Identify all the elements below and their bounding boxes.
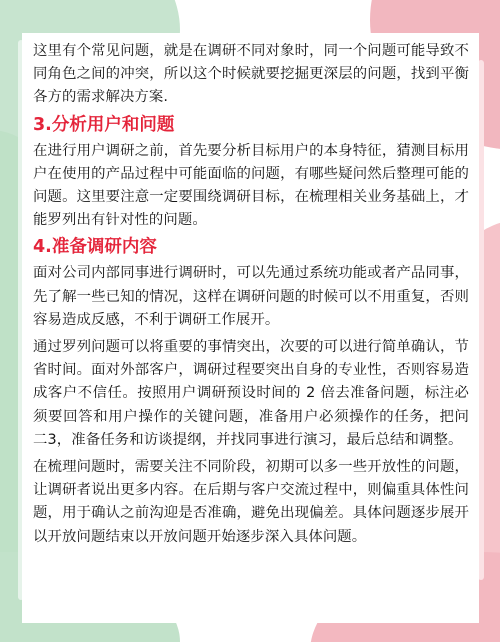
paragraph-prepare-1: 面对公司内部同事进行调研时，可以先通过系统功能或者产品同事，先了解一些已知的情况，这样在调研问题的时候可以不用重复，否则容易造成反感，不利于调研工作展开。 bbox=[33, 265, 469, 328]
section-heading-analyze-users: 3.分析用户和问题 bbox=[33, 114, 175, 135]
paragraph-prepare-2: 通过罗列问题可以将重要的事情突出，次要的可以进行简单确认，节省时间。面对外部客户，调研过程要突出自身的专业性，否则容易造成客户不信任。按照用户调研预设时间的 2 倍去准备问题，标注必须要回答和用户操作的关键问题，准备用户必须操作的任务，把问 二3，准备任务和访谈提纲，并找同事进行演习，最后总结和调整。 bbox=[33, 339, 469, 448]
article-card bbox=[22, 33, 479, 623]
paragraph-intro: 这里有个常见问题，就是在调研不同对象时，同一个问题可能导致不同角色之间的冲突，所以这个时候就要挖掘更深层的问题，找到平衡各方的需求解决方案. bbox=[33, 43, 469, 106]
paragraph-analyze-users: 在进行用户调研之前，首先要分析目标用户的本身特征，猜测目标用户在使用的产品过程中可能面临的问题，有哪些疑问然后整理可能的问题。这里要注意一定要围绕调研目标，在梳理相关业务基础上，才能罗列出有针对性的问题。 bbox=[33, 142, 469, 229]
section-heading-prepare-content: 4.准备调研内容 bbox=[33, 237, 157, 258]
paragraph-prepare-3: 在梳理问题时，需要关注不同阶段，初期可以多一些开放性的问题，让调研者说出更多内容。在后期与客户交流过程中，则偏重具体性问题，用于确认之前沟迎是否准确，避免出现偏差。具体问题逐步展开以开放问题结束以开放问题开始逐步深入具体问题。 bbox=[33, 459, 469, 545]
